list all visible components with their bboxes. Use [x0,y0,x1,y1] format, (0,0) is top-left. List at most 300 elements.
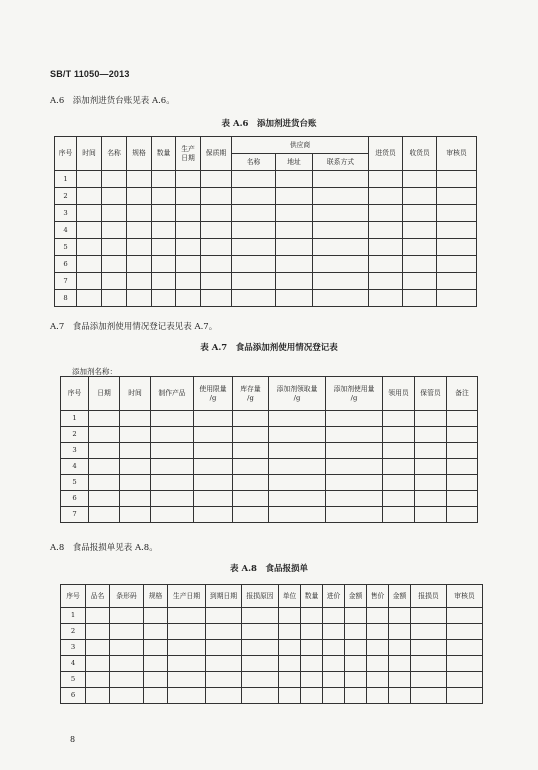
a8-cell [411,608,447,624]
a7-header-product: 制作产品 [151,377,194,411]
a6-cell [77,239,102,256]
a8-header-cell: 规格 [144,585,168,608]
a6-cell [102,239,127,256]
a7-cell [233,491,269,507]
a6-cell [313,239,369,256]
a7-cell [326,411,383,427]
a6-cell [437,171,477,188]
a8-cell [345,656,367,672]
a8-header-cell: 生产日期 [168,585,206,608]
a6-header-receiver: 收货员 [403,137,437,171]
a7-cell [89,475,120,491]
a7-cell [383,411,415,427]
table-a8-title: 表 A.8 食品报损单 [230,564,308,574]
a8-row-number: 6 [61,688,86,704]
a6-cell [152,273,176,290]
a8-cell [367,608,389,624]
a8-header-cell: 售价 [367,585,389,608]
a8-cell [411,688,447,704]
a6-cell [201,188,232,205]
a6-cell [313,256,369,273]
a7-cell [447,507,478,523]
a8-cell [144,624,168,640]
table-a6 [54,136,477,307]
a7-cell [120,475,151,491]
a7-cell [269,411,326,427]
a8-cell [144,688,168,704]
a6-cell [437,239,477,256]
a6-cell [102,171,127,188]
a6-cell [403,239,437,256]
a8-cell [411,656,447,672]
a6-cell [276,273,313,290]
a6-subheader-name: 名称 [232,154,276,171]
a7-cell [415,427,447,443]
a7-header-draw: 添加剂领取量 /g [269,377,326,411]
a7-cell [269,475,326,491]
a8-cell [367,672,389,688]
a6-cell [176,171,201,188]
a8-cell [168,624,206,640]
a6-cell [437,205,477,222]
a8-cell [206,608,242,624]
a8-cell [206,672,242,688]
a6-cell [232,188,276,205]
a8-cell [345,672,367,688]
a6-cell [127,205,152,222]
a7-row [61,411,478,427]
a6-cell [152,188,176,205]
a7-cell [233,475,269,491]
a7-header-time: 时间 [120,377,151,411]
a6-cell [77,205,102,222]
a7-cell [383,507,415,523]
a7-cell [383,491,415,507]
a6-cell [77,171,102,188]
a6-cell [403,290,437,307]
a6-cell [152,222,176,239]
a7-row-number: 1 [61,411,89,427]
a7-cell [194,411,233,427]
a8-cell [367,640,389,656]
a8-header-cell: 报损员 [411,585,447,608]
a6-cell [232,171,276,188]
a8-header-cell: 审核员 [447,585,483,608]
a8-cell [447,672,483,688]
a7-cell [415,507,447,523]
a6-cell [403,171,437,188]
a8-cell [447,640,483,656]
a6-cell [403,256,437,273]
a7-cell [120,411,151,427]
a7-cell [151,459,194,475]
a8-cell [389,608,411,624]
a7-cell [151,411,194,427]
a8-cell [110,640,144,656]
a8-cell [411,672,447,688]
a7-cell [447,411,478,427]
a7-header-note: 备注 [447,377,478,411]
a6-header-prod-date: 生产 日期 [176,137,201,171]
a8-cell [323,640,345,656]
a8-cell [345,608,367,624]
a8-cell [279,672,301,688]
a6-cell [102,290,127,307]
table-a7-title: 表 A.7 食品添加剂使用情况登记表 [200,343,338,353]
a7-cell [233,459,269,475]
a8-row [61,640,483,656]
a7-header-limit: 使用限量 /g [194,377,233,411]
a7-row [61,491,478,507]
a8-cell [144,672,168,688]
a6-cell [127,239,152,256]
a8-cell [389,656,411,672]
a8-cell [345,624,367,640]
a8-cell [206,640,242,656]
a8-cell [367,624,389,640]
a8-cell [279,688,301,704]
a7-cell [194,507,233,523]
a7-cell [415,443,447,459]
a6-cell [176,239,201,256]
a7-header-user: 领用员 [383,377,415,411]
a7-cell [151,427,194,443]
a7-cell [326,507,383,523]
a8-cell [345,688,367,704]
table-a8 [60,584,483,704]
a6-cell [276,171,313,188]
a6-cell [232,273,276,290]
a6-row [55,239,477,256]
a7-cell [233,443,269,459]
a8-cell [301,656,323,672]
a8-cell [367,688,389,704]
document-header: SB/T 11050—2013 [50,69,130,79]
a8-cell [301,640,323,656]
a8-header-cell: 金额 [389,585,411,608]
a7-row [61,475,478,491]
a7-cell [326,443,383,459]
a7-cell [120,459,151,475]
a6-cell [102,256,127,273]
a6-cell [102,273,127,290]
a7-cell [415,411,447,427]
a8-cell [411,640,447,656]
a8-cell [206,624,242,640]
a7-row-number: 7 [61,507,89,523]
a8-row-number: 3 [61,640,86,656]
a6-cell [369,205,403,222]
a8-cell [389,624,411,640]
a7-cell [194,427,233,443]
a7-cell [151,443,194,459]
a7-cell [415,459,447,475]
section-a8-text: A.8 食品报损单见表 A.8。 [50,543,158,553]
a6-header-shelf-life: 保质期 [201,137,232,171]
a6-cell [232,256,276,273]
a7-cell [194,475,233,491]
a6-cell [369,290,403,307]
a8-cell [168,608,206,624]
a6-row-number: 4 [55,222,77,239]
a7-cell [383,443,415,459]
a7-cell [120,507,151,523]
a7-cell [89,411,120,427]
a7-cell [415,475,447,491]
a8-cell [447,624,483,640]
a8-cell [279,608,301,624]
a6-cell [276,256,313,273]
a8-header-cell: 品名 [86,585,110,608]
a8-header-cell: 报损原因 [242,585,279,608]
a8-cell [389,672,411,688]
a8-cell [242,624,279,640]
a8-cell [206,688,242,704]
a8-cell [367,656,389,672]
a7-cell [233,507,269,523]
a6-header-buyer: 进货员 [369,137,403,171]
a6-row-number: 6 [55,256,77,273]
a8-cell [168,656,206,672]
a6-cell [276,188,313,205]
a7-cell [89,491,120,507]
a6-cell [403,205,437,222]
a8-cell [242,672,279,688]
a8-cell [144,640,168,656]
a6-cell [313,222,369,239]
a8-cell [279,624,301,640]
a7-cell [447,427,478,443]
a8-row-number: 4 [61,656,86,672]
a6-cell [127,222,152,239]
a8-header-cell: 进价 [323,585,345,608]
a7-row [61,459,478,475]
a6-cell [127,290,152,307]
a6-cell [369,256,403,273]
a6-cell [437,273,477,290]
a6-cell [152,290,176,307]
a7-row-number: 5 [61,475,89,491]
a6-cell [77,222,102,239]
a8-cell [86,608,110,624]
a7-cell [89,507,120,523]
a7-header-date: 日期 [89,377,120,411]
a7-cell [326,459,383,475]
a6-cell [313,205,369,222]
a6-row [55,290,477,307]
a6-cell [152,171,176,188]
a6-cell [313,188,369,205]
a8-cell [242,608,279,624]
a8-cell [447,688,483,704]
a6-cell [232,290,276,307]
a6-cell [127,188,152,205]
a6-row-number: 1 [55,171,77,188]
a8-cell [144,608,168,624]
a8-cell [86,656,110,672]
a8-cell [86,640,110,656]
a6-cell [201,171,232,188]
a6-cell [201,290,232,307]
a7-cell [269,427,326,443]
a6-cell [201,222,232,239]
a7-cell [151,507,194,523]
a7-cell [326,427,383,443]
a7-row [61,507,478,523]
a7-cell [233,427,269,443]
a6-cell [437,188,477,205]
a6-cell [77,290,102,307]
a8-cell [389,640,411,656]
a6-cell [102,222,127,239]
a8-cell [301,672,323,688]
a6-row-number: 2 [55,188,77,205]
a8-cell [168,688,206,704]
a7-cell [415,491,447,507]
a7-cell [447,491,478,507]
a6-cell [313,290,369,307]
a7-row [61,427,478,443]
a6-cell [276,222,313,239]
a6-row [55,256,477,273]
a8-cell [86,688,110,704]
a6-cell [437,222,477,239]
a6-row [55,171,477,188]
a8-cell [389,688,411,704]
a6-header-time: 时间 [77,137,102,171]
a6-row-number: 7 [55,273,77,290]
a8-cell [206,656,242,672]
a6-cell [176,188,201,205]
a8-cell [411,624,447,640]
a8-cell [110,608,144,624]
a7-row-number: 3 [61,443,89,459]
a7-row-number: 6 [61,491,89,507]
a8-row [61,672,483,688]
a8-header-cell: 到期日期 [206,585,242,608]
a8-cell [110,624,144,640]
a8-cell [301,688,323,704]
a6-row [55,273,477,290]
a7-cell [269,507,326,523]
a6-cell [369,239,403,256]
a7-cell [269,459,326,475]
a7-cell [326,491,383,507]
a6-cell [201,273,232,290]
a6-header-supplier: 供应商 [232,137,369,154]
a7-cell [383,427,415,443]
a7-cell [89,459,120,475]
a6-cell [201,256,232,273]
a6-cell [176,205,201,222]
a6-cell [201,205,232,222]
a6-cell [276,239,313,256]
a6-cell [152,239,176,256]
a6-cell [276,205,313,222]
a6-cell [152,205,176,222]
a7-cell [89,443,120,459]
a8-cell [323,624,345,640]
a6-cell [176,222,201,239]
a8-row [61,688,483,704]
a6-cell [102,188,127,205]
a6-cell [176,273,201,290]
a8-row-number: 1 [61,608,86,624]
a6-cell [437,256,477,273]
a8-cell [279,640,301,656]
a6-cell [77,273,102,290]
a7-header-keeper: 保管员 [415,377,447,411]
a8-row-number: 2 [61,624,86,640]
a7-cell [383,459,415,475]
a7-cell [89,427,120,443]
a6-row-number: 8 [55,290,77,307]
a7-cell [120,491,151,507]
a8-cell [168,640,206,656]
a6-subheader-address: 地址 [276,154,313,171]
a7-cell [269,443,326,459]
a7-cell [194,443,233,459]
a7-header-stock: 库存量 /g [233,377,269,411]
a8-cell [110,688,144,704]
a6-row [55,205,477,222]
a7-cell [447,459,478,475]
a6-header-auditor: 审核员 [437,137,477,171]
a6-cell [403,273,437,290]
a8-cell [144,656,168,672]
a6-cell [201,239,232,256]
a7-cell [447,475,478,491]
a6-cell [369,171,403,188]
a6-cell [232,222,276,239]
a6-cell [176,256,201,273]
a8-header-cell: 单位 [279,585,301,608]
a8-header-cell: 数量 [301,585,323,608]
a7-header-use: 添加剂使用量 /g [326,377,383,411]
a7-row [61,443,478,459]
a8-cell [86,672,110,688]
a6-header-spec: 规格 [127,137,152,171]
a6-cell [276,290,313,307]
a6-cell [176,290,201,307]
a6-cell [127,256,152,273]
a6-cell [369,222,403,239]
a7-cell [269,491,326,507]
a6-cell [102,205,127,222]
a8-row [61,624,483,640]
a6-cell [369,273,403,290]
a6-cell [232,239,276,256]
a6-cell [232,205,276,222]
a6-subheader-contact: 联系方式 [313,154,369,171]
a8-cell [242,656,279,672]
a7-cell [233,411,269,427]
a6-cell [127,273,152,290]
a8-cell [110,672,144,688]
a7-cell [151,491,194,507]
a6-header-seq: 序号 [55,137,77,171]
a7-row-number: 2 [61,427,89,443]
a6-row [55,188,477,205]
a7-cell [151,475,194,491]
a8-cell [301,624,323,640]
a8-cell [447,656,483,672]
a7-cell [120,443,151,459]
a7-header-seq: 序号 [61,377,89,411]
a8-cell [86,624,110,640]
a8-cell [323,608,345,624]
a8-cell [323,688,345,704]
